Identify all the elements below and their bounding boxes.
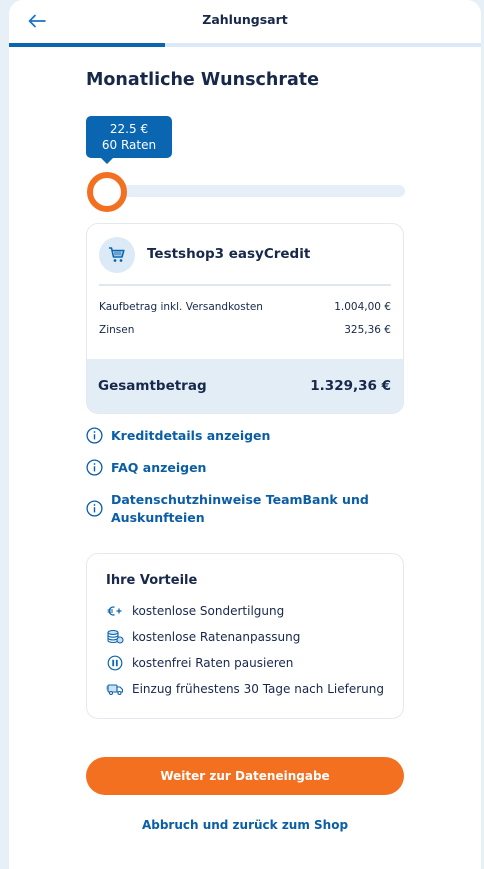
info-icon <box>86 459 103 476</box>
pause-icon <box>106 655 124 671</box>
benefits-card <box>86 553 404 719</box>
payment-sheet <box>9 0 481 869</box>
cancel-link[interactable]: Abbruch und zurück zum Shop <box>141 818 349 832</box>
info-icon <box>86 427 103 444</box>
link-label: Datenschutzhinweise TeamBank und <box>111 492 369 507</box>
link-credit-details[interactable] <box>86 427 270 445</box>
benefit-label: kostenlose Ratenanpassung <box>132 630 301 644</box>
link-faq[interactable] <box>86 459 206 477</box>
link-label: FAQ anzeigen <box>111 460 207 475</box>
rate-amount: 22.5 € <box>109 122 149 136</box>
top-bar <box>9 0 481 44</box>
benefit-item <box>106 681 384 697</box>
coins-icon <box>106 629 124 645</box>
summary-row <box>99 301 391 313</box>
truck-icon <box>106 681 124 697</box>
step-progress-fill <box>9 43 165 47</box>
benefit-item <box>106 603 284 619</box>
summary-card <box>86 223 404 414</box>
summary-row <box>99 324 391 336</box>
total-label: Gesamtbetrag <box>98 378 207 394</box>
rate-slider-thumb[interactable] <box>87 172 127 212</box>
benefit-label: Einzug frühestens 30 Tage nach Lieferung <box>132 682 384 696</box>
total-bar <box>87 359 403 413</box>
benefits-title: Ihre Vorteile <box>106 573 198 588</box>
link-label-line2: Auskunfteien <box>111 510 205 525</box>
rate-tooltip <box>86 116 172 158</box>
step-progress-bar <box>9 43 481 47</box>
summary-row-label: Zinsen <box>99 324 135 336</box>
euro-plus-icon <box>106 603 124 619</box>
shop-avatar <box>99 237 135 273</box>
summary-row-value: 1.004,00 € <box>334 301 391 313</box>
continue-button[interactable]: Weiter zur Dateneingabe <box>86 757 404 795</box>
total-value: 1.329,36 € <box>310 378 391 394</box>
page-title: Zahlungsart <box>202 12 288 27</box>
benefit-item <box>106 655 293 671</box>
divider <box>99 284 391 286</box>
link-label: Kreditdetails anzeigen <box>111 428 271 443</box>
benefit-item <box>106 629 300 645</box>
summary-row-label: Kaufbetrag inkl. Versandkosten <box>99 301 263 313</box>
main-content <box>86 70 404 832</box>
rate-slider-track[interactable] <box>100 185 405 197</box>
rate-count: 60 Raten <box>101 138 157 152</box>
summary-row-value: 325,36 € <box>344 324 391 336</box>
info-icon <box>86 500 103 517</box>
benefit-label: kostenlose Sondertilgung <box>132 604 285 618</box>
shop-name: Testshop3 easyCredit <box>147 246 311 262</box>
shopping-cart-icon <box>108 246 126 264</box>
benefit-label: kostenfrei Raten pausieren <box>132 656 294 670</box>
section-heading: Monatliche Wunschrate <box>86 70 320 90</box>
link-privacy[interactable] <box>86 491 369 527</box>
